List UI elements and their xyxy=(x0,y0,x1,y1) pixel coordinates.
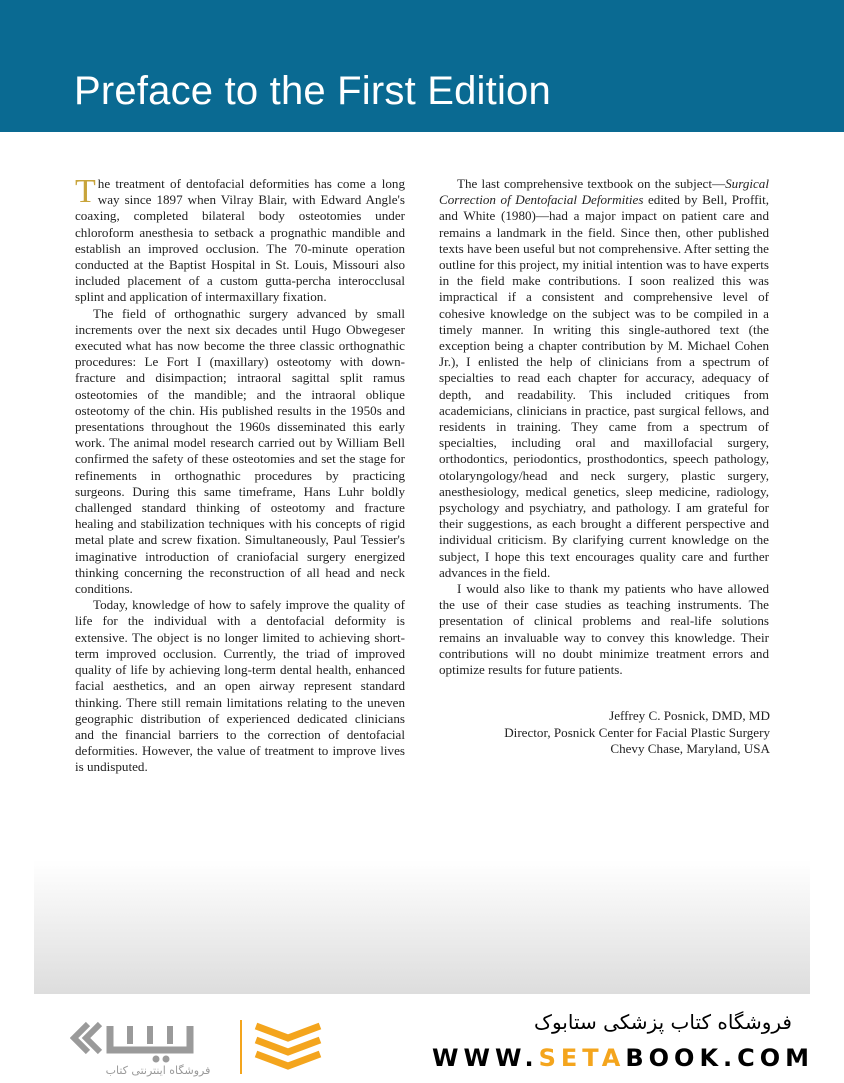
setabook-logo xyxy=(70,1016,330,1078)
signature-block xyxy=(439,708,770,758)
paragraph-1 xyxy=(75,173,405,306)
website-url[interactable] xyxy=(432,1044,815,1072)
url-part-2: SETA xyxy=(538,1044,626,1072)
author-title: Director, Posnick Center for Facial Plastic Surgery xyxy=(504,724,770,740)
right-column xyxy=(439,176,769,678)
left-column xyxy=(75,173,405,776)
url-part-3: BOOK.COM xyxy=(625,1044,815,1072)
page-title: Preface to the First Edition xyxy=(74,69,551,113)
p4-rest: edited by Bell, Proffit, and White (1980)—had a major impact on patient care and remains a landmark in the field. Since then, other published texts have been useful but not comprehensive. After setting the outline for this project, my initial intention was to have experts in the field make contributions. I soon realized this was impractical if a consistent and comprehensive level of cohesive knowledge on the subject was to be compiled in a timely manner. In writing this single-authored text (the exception being a chapter contribution by M. Michael Cohen Jr.), I enlisted the help of clinicians from a spectrum of specialties to read each chapter for accuracy, adequacy of depth, and readability. This included critiques from academicians, clinicians in practice, past surgical fellows, and residents in training. They came from a spectrum of specialties, including oral and maxillofacial surgery, orthodontics, periodontics, prosthodontics, speech pathology, otolaryngology/head and neck surgery, plastic surgery, anesthesiology, medical genetics, sleep medicine, radiology, psychology and psychiatry, and pathology. I am grateful for their suggestions, as each brought a different perspective and individual criticism. By clarifying current knowledge on the subject, I hope this text encourages quality care and further advances in the field. xyxy=(439,192,769,580)
logo-icon xyxy=(70,1016,330,1078)
paragraph-1-text: he treatment of dentofacial deformities has come a long way since 1897 when Vilray Blair, with Edward Angle's coaxing, completed bilateral body osteotomies under chloroform anesthesia to setback a prognathic mandible and establish an improved occlusion. The 70-minute operation conducted at the Baptist Hospital in St. Louis, Missouri also included placement of a custom gutta-percha interocclusal splint and application of intermaxillary fixation. xyxy=(75,176,405,305)
title-banner xyxy=(0,0,844,132)
book-title: Surgical Correction of Dentofacial Deformities xyxy=(439,176,769,208)
store-name: فروشگاه کتاب پزشکی ستابوک xyxy=(534,1010,792,1034)
paragraph-5: I would also like to thank my patients who have allowed the use of their case studies as teaching instruments. The presentation of clinical problems and real-life solutions remains an invaluable way to convey this knowledge. Their contributions will no doubt minimize treatment errors and optimize results for future patients. xyxy=(439,581,769,678)
author-location: Chevy Chase, Maryland, USA xyxy=(610,741,770,756)
author-name: Jeffrey C. Posnick, DMD, MD xyxy=(609,708,770,723)
bottom-fade xyxy=(34,860,810,994)
paragraph-4 xyxy=(439,176,769,581)
p4-lead: The last comprehensive textbook on the subject— xyxy=(457,176,726,191)
paragraph-3: Today, knowledge of how to safely improve the quality of life for the individual with a dentofacial deformity is extensive. The object is no longer limited to achieving short-term improved occlusion. Currently, the triad of improved quality of life by achieving long-term dental health, enhanced facial aesthetics, and an open airway represent standard thinking. There still remain limitations relating to the uneven geographic distribution of experienced dedicated clinicians and the financial barriers to the correction of dentofacial deformities. However, the value of treatment to improve lives is undisputed. xyxy=(75,597,405,775)
logo-caption: فروشگاه اینترنتی کتاب xyxy=(105,1064,211,1077)
drop-cap: T xyxy=(75,173,96,210)
paragraph-2: The field of orthognathic surgery advanced by small increments over the next six decades until Hugo Obwegeser executed what has now become the three classic orthognathic procedures: Le Fort I (maxillary) osteotomy with down-fracture and disimpaction; intraoral sagittal split ramus osteotomies of the mandible; and the intraoral oblique osteotomy of the chin. His published results in the 1950s and presentations throughout the 1960s disseminated this early work. The animal model research carried out by William Bell confirmed the safety of these osteotomies and set the stage for refinements in orthognathic procedures by practicing surgeons. During this same timeframe, Hans Luhr boldly challenged standard thinking of osteotomy and fracture healing and stabilization techniques with his concepts of rigid metal plate and screw fixation. Simultaneously, Paul Tessier's imaginative introduction of craniofacial surgery energized thinking concerning the reconstruction of all head and neck conditions. xyxy=(75,305,405,597)
url-part-1: WWW. xyxy=(432,1044,539,1072)
